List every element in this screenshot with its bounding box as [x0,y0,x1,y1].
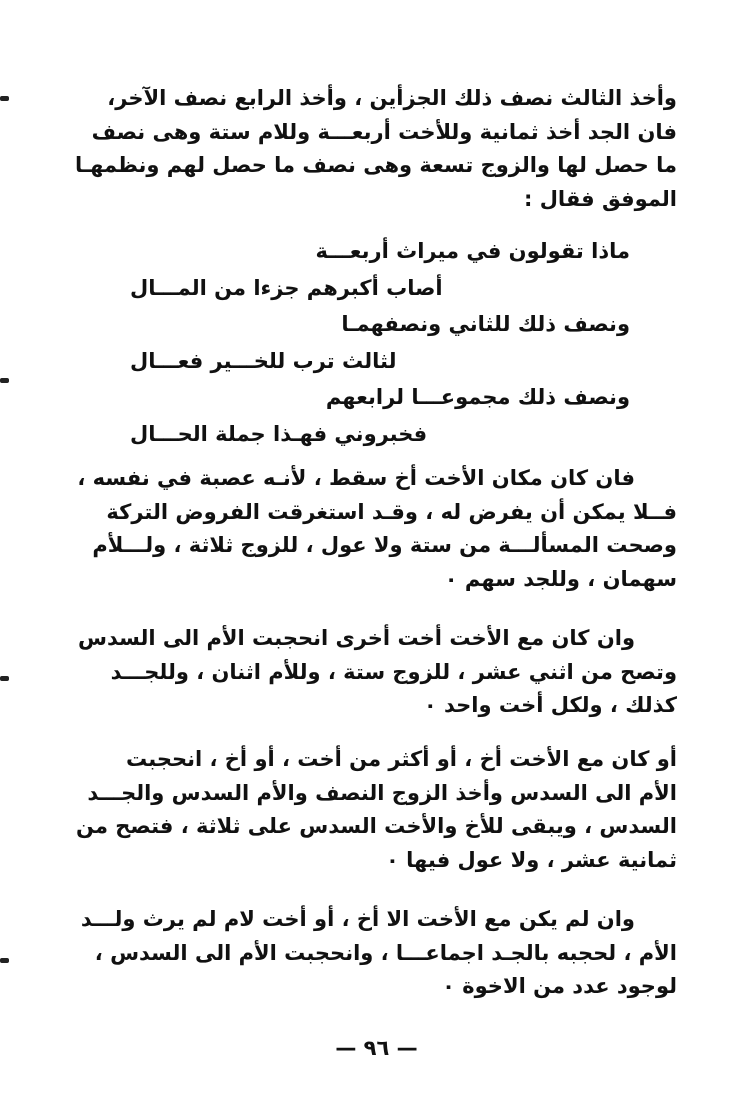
poem-verse: فخبروني فهـذا جملة الحـــال [130,421,428,446]
poem-verse: ونصف ذلك للثاني ونصفهمـا [341,312,630,336]
margin-mark [0,958,9,963]
text-line: وأخذ الثالث نصف ذلك الجزأين ، وأخذ الرابع نصف الآخر، [107,86,677,110]
text-line: وتصح من اثني عشر ، للزوج ستة ، وللأم اثنان ، وللجـــد [110,659,677,684]
text-line: وان لم يكن مع الأخت الا أخ ، أو أخت لام لم يرث ولـــد [80,907,635,931]
text-line: وان كان مع الأخت أخت أخرى انحجبت الأم الى السدس [77,626,635,650]
margin-mark [0,96,9,101]
text-line: ما حصل لها والزوج تسعة وهى نصف ما حصل لهم ونظمهـا [75,153,677,177]
text-line: السدس ، ويبقى للأخ والأخت السدس على ثلاثة ، فتصح من [76,814,677,838]
paragraph-4 [75,743,677,877]
poem [130,233,630,452]
text-line: ثمانية عشر ، ولا عول فيها ٠ [386,847,677,872]
paragraph-2 [75,462,677,596]
text-line: لوجود عدد من الاخوة ٠ [442,974,677,998]
poem-verse: أصاب أكبرهم جزءا من المـــال [130,275,443,300]
poem-verse: ونصف ذلك مجموعـــا لرابعهم [325,385,630,409]
text-line: الموفق فقال : [524,186,677,211]
text-line: أو كان مع الأخت أخ ، أو أكثر من أخت ، أو أخ ، انحجبت [126,747,677,771]
poem-verse: ماذا تقولون في ميراث أربعـــة [315,239,630,263]
page-number: — ٩٦ — [335,1036,418,1060]
text-line: كذلك ، ولكل أخت واحد ٠ [423,693,677,717]
paragraph-3 [75,622,677,723]
text-line: سهمان ، وللجد سهم ٠ [444,566,677,591]
text-line: الأم الى السدس وأخذ الزوج النصف والأم السدس والجـــد [87,780,677,805]
text-line: فان الجد أخذ ثمانية وللأخت أربعـــة وللام ستة وهى نصف [91,119,677,144]
poem-verse: لثالث ترب للخـــير فعـــال [130,348,397,373]
paragraph-5 [75,903,677,1004]
paragraph-1 [75,82,677,216]
text-line: فــلا يمكن أن يفرض له ، وقـد استغرقت الفروض التركة [106,499,677,524]
text-line: الأم ، لحجبه بالجـد اجماعـــا ، وانحجبت الأم الى السدس ، [94,940,677,965]
text-line: فان كان مكان الأخت أخ سقط ، لأنـه عصبة في نفسه ، [77,466,635,490]
margin-mark [0,378,9,383]
text-line: وصحت المسألـــة من ستة ولا عول ، للزوج ثلاثة ، ولـــلأم [92,533,677,557]
margin-mark [0,676,9,681]
